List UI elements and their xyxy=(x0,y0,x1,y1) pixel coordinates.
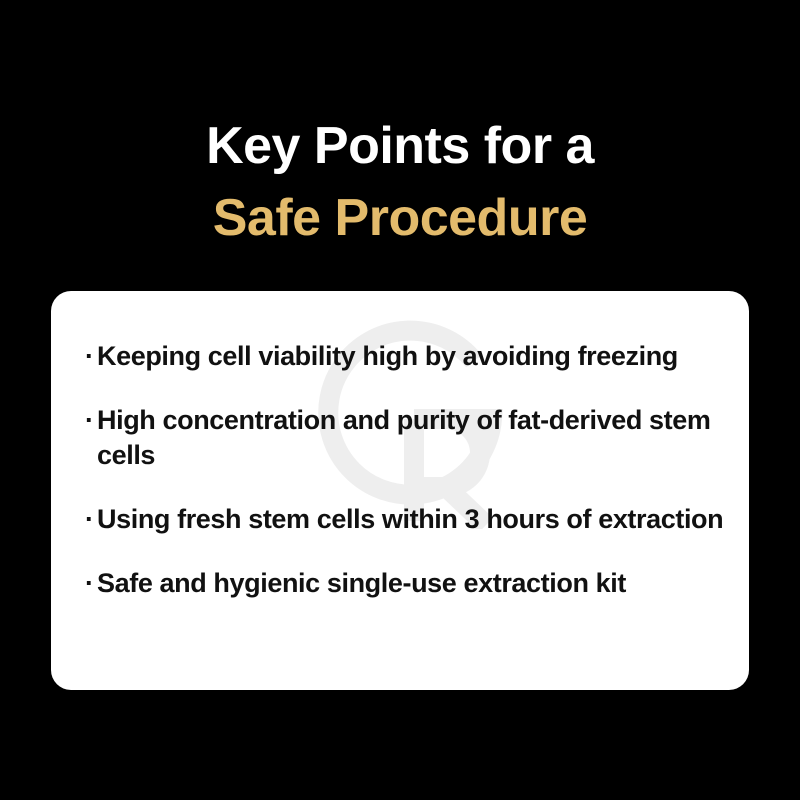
title-line-1: Key Points for a xyxy=(206,117,594,175)
point-text: High concentration and purity of fat-derived stem cells xyxy=(97,405,711,470)
title-line-2-accent: Safe Procedure xyxy=(212,189,588,247)
point-text: Keeping cell viability high by avoiding freezing xyxy=(97,341,678,371)
list-item xyxy=(85,403,735,473)
list-item xyxy=(85,339,735,374)
bullet-dot: · xyxy=(85,405,94,435)
bullet-dot: · xyxy=(85,568,94,598)
point-text: Using fresh stem cells within 3 hours of extraction xyxy=(97,504,724,534)
key-points-card xyxy=(51,291,749,690)
bullet-dot: · xyxy=(85,341,94,371)
key-points-list xyxy=(85,339,735,630)
bullet-dot: · xyxy=(85,504,94,534)
page-title xyxy=(0,110,800,254)
point-text: Safe and hygienic single-use extraction kit xyxy=(97,568,626,598)
list-item xyxy=(85,566,735,601)
list-item xyxy=(85,502,735,537)
